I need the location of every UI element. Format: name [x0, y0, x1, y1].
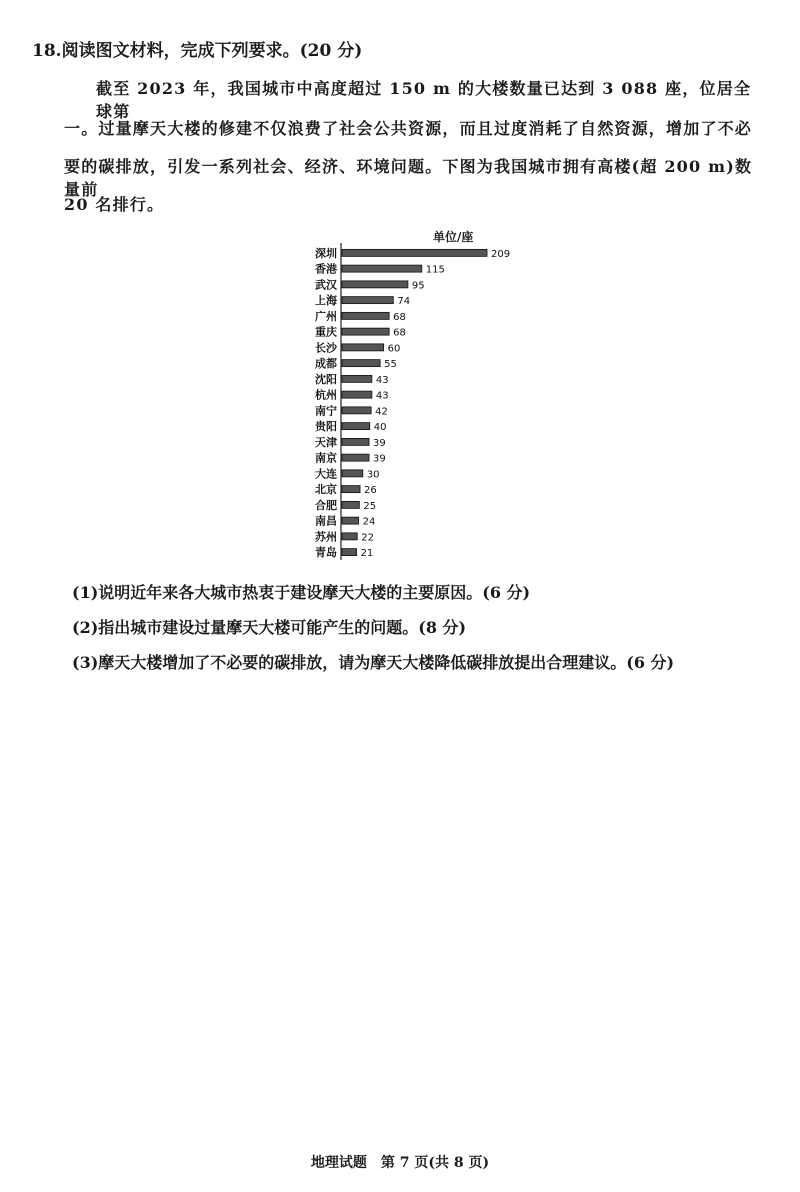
- data-label: 115: [425, 264, 445, 276]
- bar: [342, 438, 369, 445]
- data-label: 39: [373, 453, 386, 465]
- category-label: 天津: [315, 435, 337, 449]
- paragraph-line-3: 要的碳排放，引发一系列社会、经济、环境问题。下图为我国城市拥有高楼(超 200 m)数量前: [64, 157, 753, 199]
- data-label: 209: [491, 248, 511, 260]
- bar: [342, 249, 487, 256]
- category-label: 贵阳: [315, 420, 337, 434]
- data-label: 95: [411, 280, 425, 292]
- bar: [342, 407, 371, 414]
- data-label: 30: [366, 469, 380, 481]
- category-label: 南昌: [315, 514, 337, 528]
- page-footer: 地理试题 第 7 页(共 8 页): [310, 1155, 490, 1171]
- category-label: 南宁: [315, 404, 337, 418]
- category-label: 北京: [315, 483, 337, 497]
- category-label: 大连: [315, 467, 337, 481]
- data-label: 60: [387, 343, 401, 355]
- category-label: 合肥: [315, 498, 337, 512]
- data-label: 26: [364, 485, 377, 497]
- sub-question-1: (1)说明近年来各大城市热衷于建设摩天大楼的主要原因。(6 分): [72, 583, 531, 602]
- bar: [342, 423, 370, 430]
- category-label: 长沙: [315, 341, 337, 355]
- data-label: 55: [384, 359, 397, 371]
- bar-chart-svg: [300, 240, 560, 570]
- category-label: 苏州: [315, 530, 337, 544]
- data-label: 39: [373, 437, 386, 449]
- category-label: 重庆: [315, 325, 337, 339]
- bar: [342, 297, 393, 304]
- sub-question-2: (2)指出城市建设过量摩天大楼可能产生的问题。(8 分): [72, 618, 467, 637]
- data-label: 22: [361, 532, 374, 544]
- bar: [342, 375, 372, 382]
- data-label: 42: [375, 406, 388, 418]
- bar: [342, 549, 357, 556]
- data-label: 68: [393, 311, 406, 323]
- bar: [342, 486, 360, 493]
- bar: [342, 312, 389, 319]
- bar: [342, 470, 363, 477]
- category-label: 沈阳: [315, 372, 337, 386]
- bar-chart: [300, 240, 560, 570]
- bar: [342, 344, 384, 351]
- bar: [342, 265, 422, 272]
- paragraph-line-2: 一。过量摩天大楼的修建不仅浪费了社会公共资源，而且过度消耗了自然资源，增加了不必: [64, 119, 753, 138]
- category-label: 上海: [315, 294, 337, 308]
- data-label: 68: [393, 327, 406, 339]
- data-label: 74: [397, 296, 411, 308]
- bar: [342, 391, 372, 398]
- paragraph-line-1: 截至 2023 年，我国城市中高度超过 150 m 的大楼数量已达到 3 088 座，位居全球第: [96, 79, 752, 121]
- category-label: 深圳: [315, 246, 337, 260]
- paragraph-line-4: 20 名排行。: [64, 195, 165, 214]
- category-label: 南京: [315, 451, 337, 465]
- category-label: 青岛: [315, 546, 337, 560]
- bar: [342, 454, 369, 461]
- chart-unit-label: 单位/座: [433, 230, 474, 244]
- category-label: 成都: [315, 357, 337, 371]
- bar: [342, 501, 359, 508]
- question-title: 18.阅读图文材料，完成下列要求。(20 分): [32, 41, 363, 61]
- data-label: 43: [375, 390, 389, 402]
- category-label: 杭州: [315, 388, 337, 402]
- category-label: 武汉: [315, 278, 337, 292]
- category-label: 香港: [315, 262, 337, 276]
- bar: [342, 533, 357, 540]
- category-label: 广州: [315, 309, 337, 323]
- sub-question-3: (3)摩天大楼增加了不必要的碳排放，请为摩天大楼降低碳排放提出合理建议。(6 分): [72, 653, 675, 672]
- bar: [342, 517, 359, 524]
- bar: [342, 281, 408, 288]
- data-label: 40: [373, 422, 387, 434]
- bar: [342, 360, 380, 367]
- bar: [342, 328, 389, 335]
- data-label: 24: [362, 516, 376, 528]
- data-label: 21: [360, 548, 374, 560]
- data-label: 43: [375, 374, 389, 386]
- data-label: 25: [363, 500, 377, 512]
